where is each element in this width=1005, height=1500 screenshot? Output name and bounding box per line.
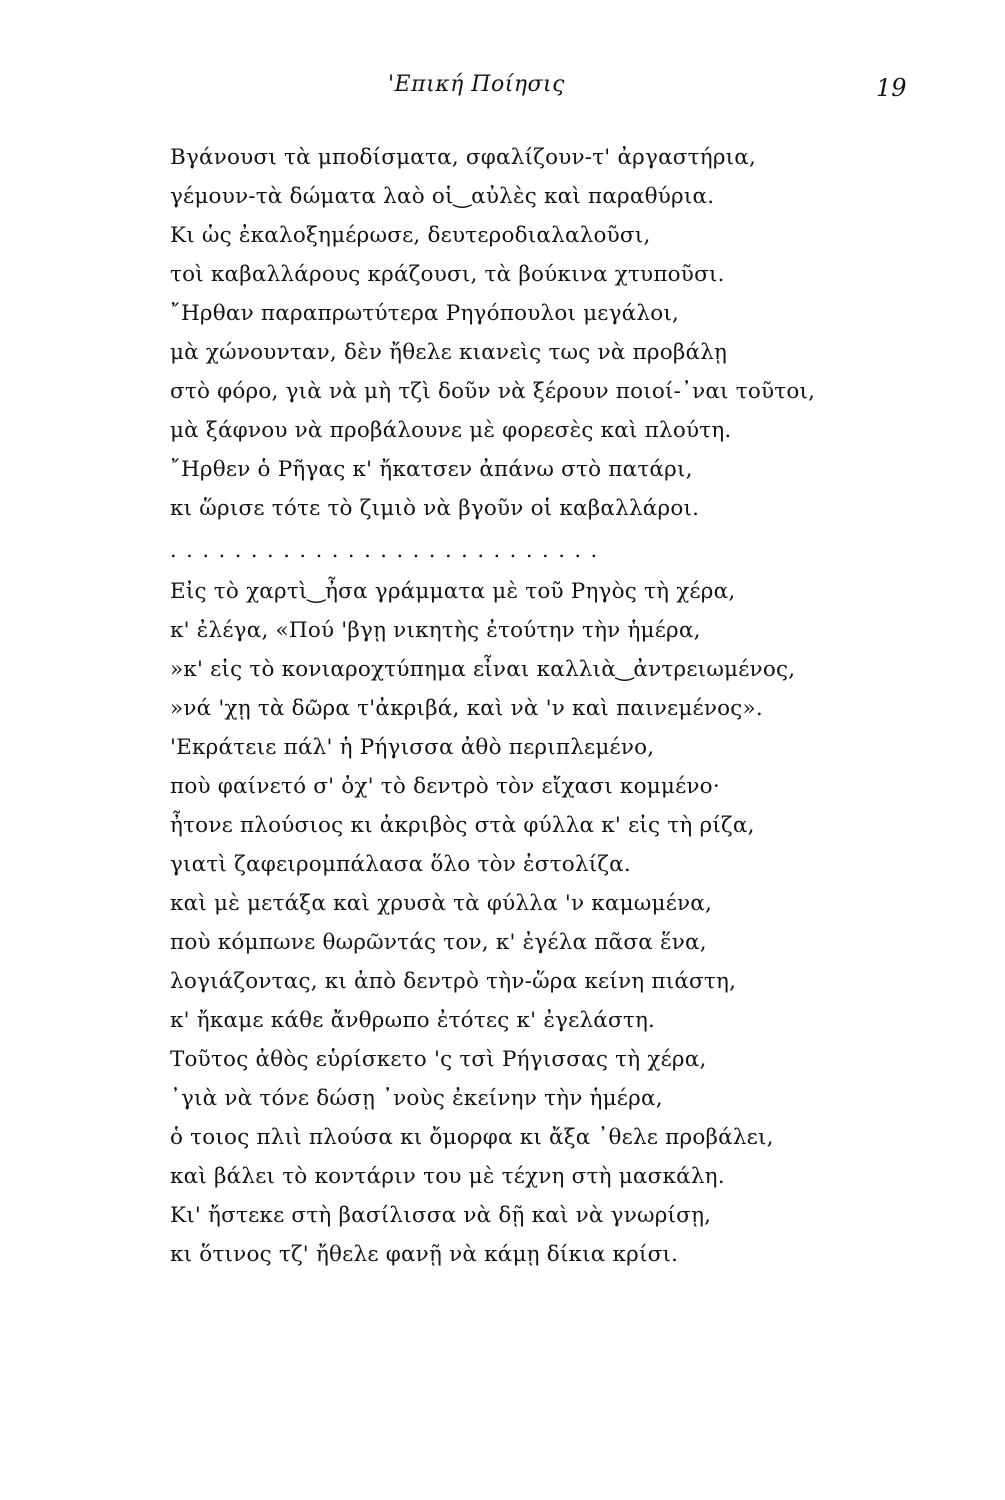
verse-line: Κι' ἤστεκε στὴ βασίλισσα νὰ δῇ καὶ νὰ γνωρίσῃ,: [170, 1203, 712, 1228]
verse-line: καὶ μὲ μετάξα καὶ χρυσὰ τὰ φύλλα 'ν καμωμένα,: [170, 891, 713, 916]
verse-line: Βγάνουσι τὰ μποδίσματα, σφαλίζουν-τ' ἀργαστήρια,: [170, 145, 757, 170]
stanza-2: [170, 572, 970, 1274]
verse-line: τοὶ καβαλλάρους κράζουσι, τὰ βούκινα χτυποῦσι.: [170, 262, 725, 287]
verse-line: »κ' εἰς τὸ κονιαροχτύπημα εἶναι καλλιὰ‿ἀντρειωμένος,: [170, 657, 796, 682]
verse-line: Εἰς τὸ χαρτὶ‿ἦσα γράμματα μὲ τοῦ Ρηγὸς τὴ χέρα,: [170, 579, 736, 604]
verse-line: μὰ ξάφνου νὰ προβάλουνε μὲ φορεσὲς καὶ πλούτη.: [170, 418, 732, 443]
running-title: 'Επική Ποίησις: [388, 72, 565, 97]
verse-line: κι ὅτινος τζ' ἤθελε φανῇ νὰ κάμῃ δίκια κρίσι.: [170, 1242, 679, 1267]
verse-line: 'Εκράτειε πάλ' ἡ Ρήγισσα ἀθὸ περιπλεμένο,: [170, 735, 655, 760]
verse-line: ῎Ηρθαν παραπρωτύτερα Ρηγόπουλοι μεγάλοι,: [170, 301, 680, 326]
verse-line: ποὺ κόμπωνε θωρῶντάς τον, κ' ἐγέλα πᾶσα ἕνα,: [170, 930, 707, 955]
verse-line: λογιάζοντας, κι ἀπὸ δεντρὸ τὴν-ὥρα κείνη πιάστη,: [170, 969, 737, 994]
verse-line: ὁ τοιος πλιὶ πλούσα κι ὄμορφα κι ἄξα ᾿θελε προβάλει,: [170, 1125, 774, 1150]
verse-line: Κι ὡς ἐκαλοξημέρωσε, δευτεροδιαλαλοῦσι,: [170, 223, 651, 248]
page-number: 19: [876, 74, 907, 102]
verse-line: ῎Ηρθεν ὁ Ρῆγας κ' ἤκατσεν ἀπάνω στὸ πατάρι,: [170, 457, 693, 482]
verse-line: κ' ἤκαμε κάθε ἄνθρωπο ἐτότες κ' ἐγελάστη.: [170, 1008, 656, 1033]
verse-line: κι ὥρισε τότε τὸ ζιμιὸ νὰ βγοῦν οἱ καβαλλάροι.: [170, 496, 700, 521]
verse-line: στὸ φόρο, γιὰ νὰ μὴ τζὶ δοῦν νὰ ξέρουν ποιοί-᾿ναι τοῦτοι,: [170, 379, 816, 404]
verse-line: καὶ βάλει τὸ κοντάριν του μὲ τέχνη στὴ μασκάλη.: [170, 1164, 725, 1189]
verse-line: ἦτονε πλούσιος κι ἀκριβὸς στὰ φύλλα κ' εἰς τὴ ρίζα,: [170, 813, 755, 838]
section-separator: ...........................: [170, 538, 607, 562]
verse-line: ποὺ φαίνετό σ' ὀχ' τὸ δεντρὸ τὸν εἴχασι κομμένο·: [170, 774, 720, 799]
stanza-1: [170, 138, 970, 528]
verse-line: Τοῦτος ἀθὸς εὑρίσκετο 'ς τσὶ Ρήγισσας τὴ χέρα,: [170, 1047, 707, 1072]
verse-line: μὰ χώνουνταν, δὲν ἤθελε κιανεὶς τως νὰ προβάλῃ: [170, 340, 728, 365]
verse-line: γέμουν-τὰ δώματα λαὸ οἱ‿αὐλὲς καὶ παραθύρια.: [170, 184, 715, 209]
verse-line: γιατὶ ζαφειρομπάλασα ὅλο τὸν ἐστολίζα.: [170, 852, 631, 877]
poem-text: [170, 138, 970, 1274]
verse-line: ᾿γιὰ νὰ τόνε δώσῃ ᾿νοὺς ἐκείνην τὴν ἡμέρα,: [170, 1086, 663, 1111]
verse-line: κ' ἐλέγα, «Πού 'βγῃ νικητὴς ἐτούτην τὴν ἡμέρα,: [170, 618, 701, 643]
verse-line: »νά 'χῃ τὰ δῶρα τ'ἀκριβά, καὶ νὰ 'ν καὶ παινεμένος».: [170, 696, 763, 721]
